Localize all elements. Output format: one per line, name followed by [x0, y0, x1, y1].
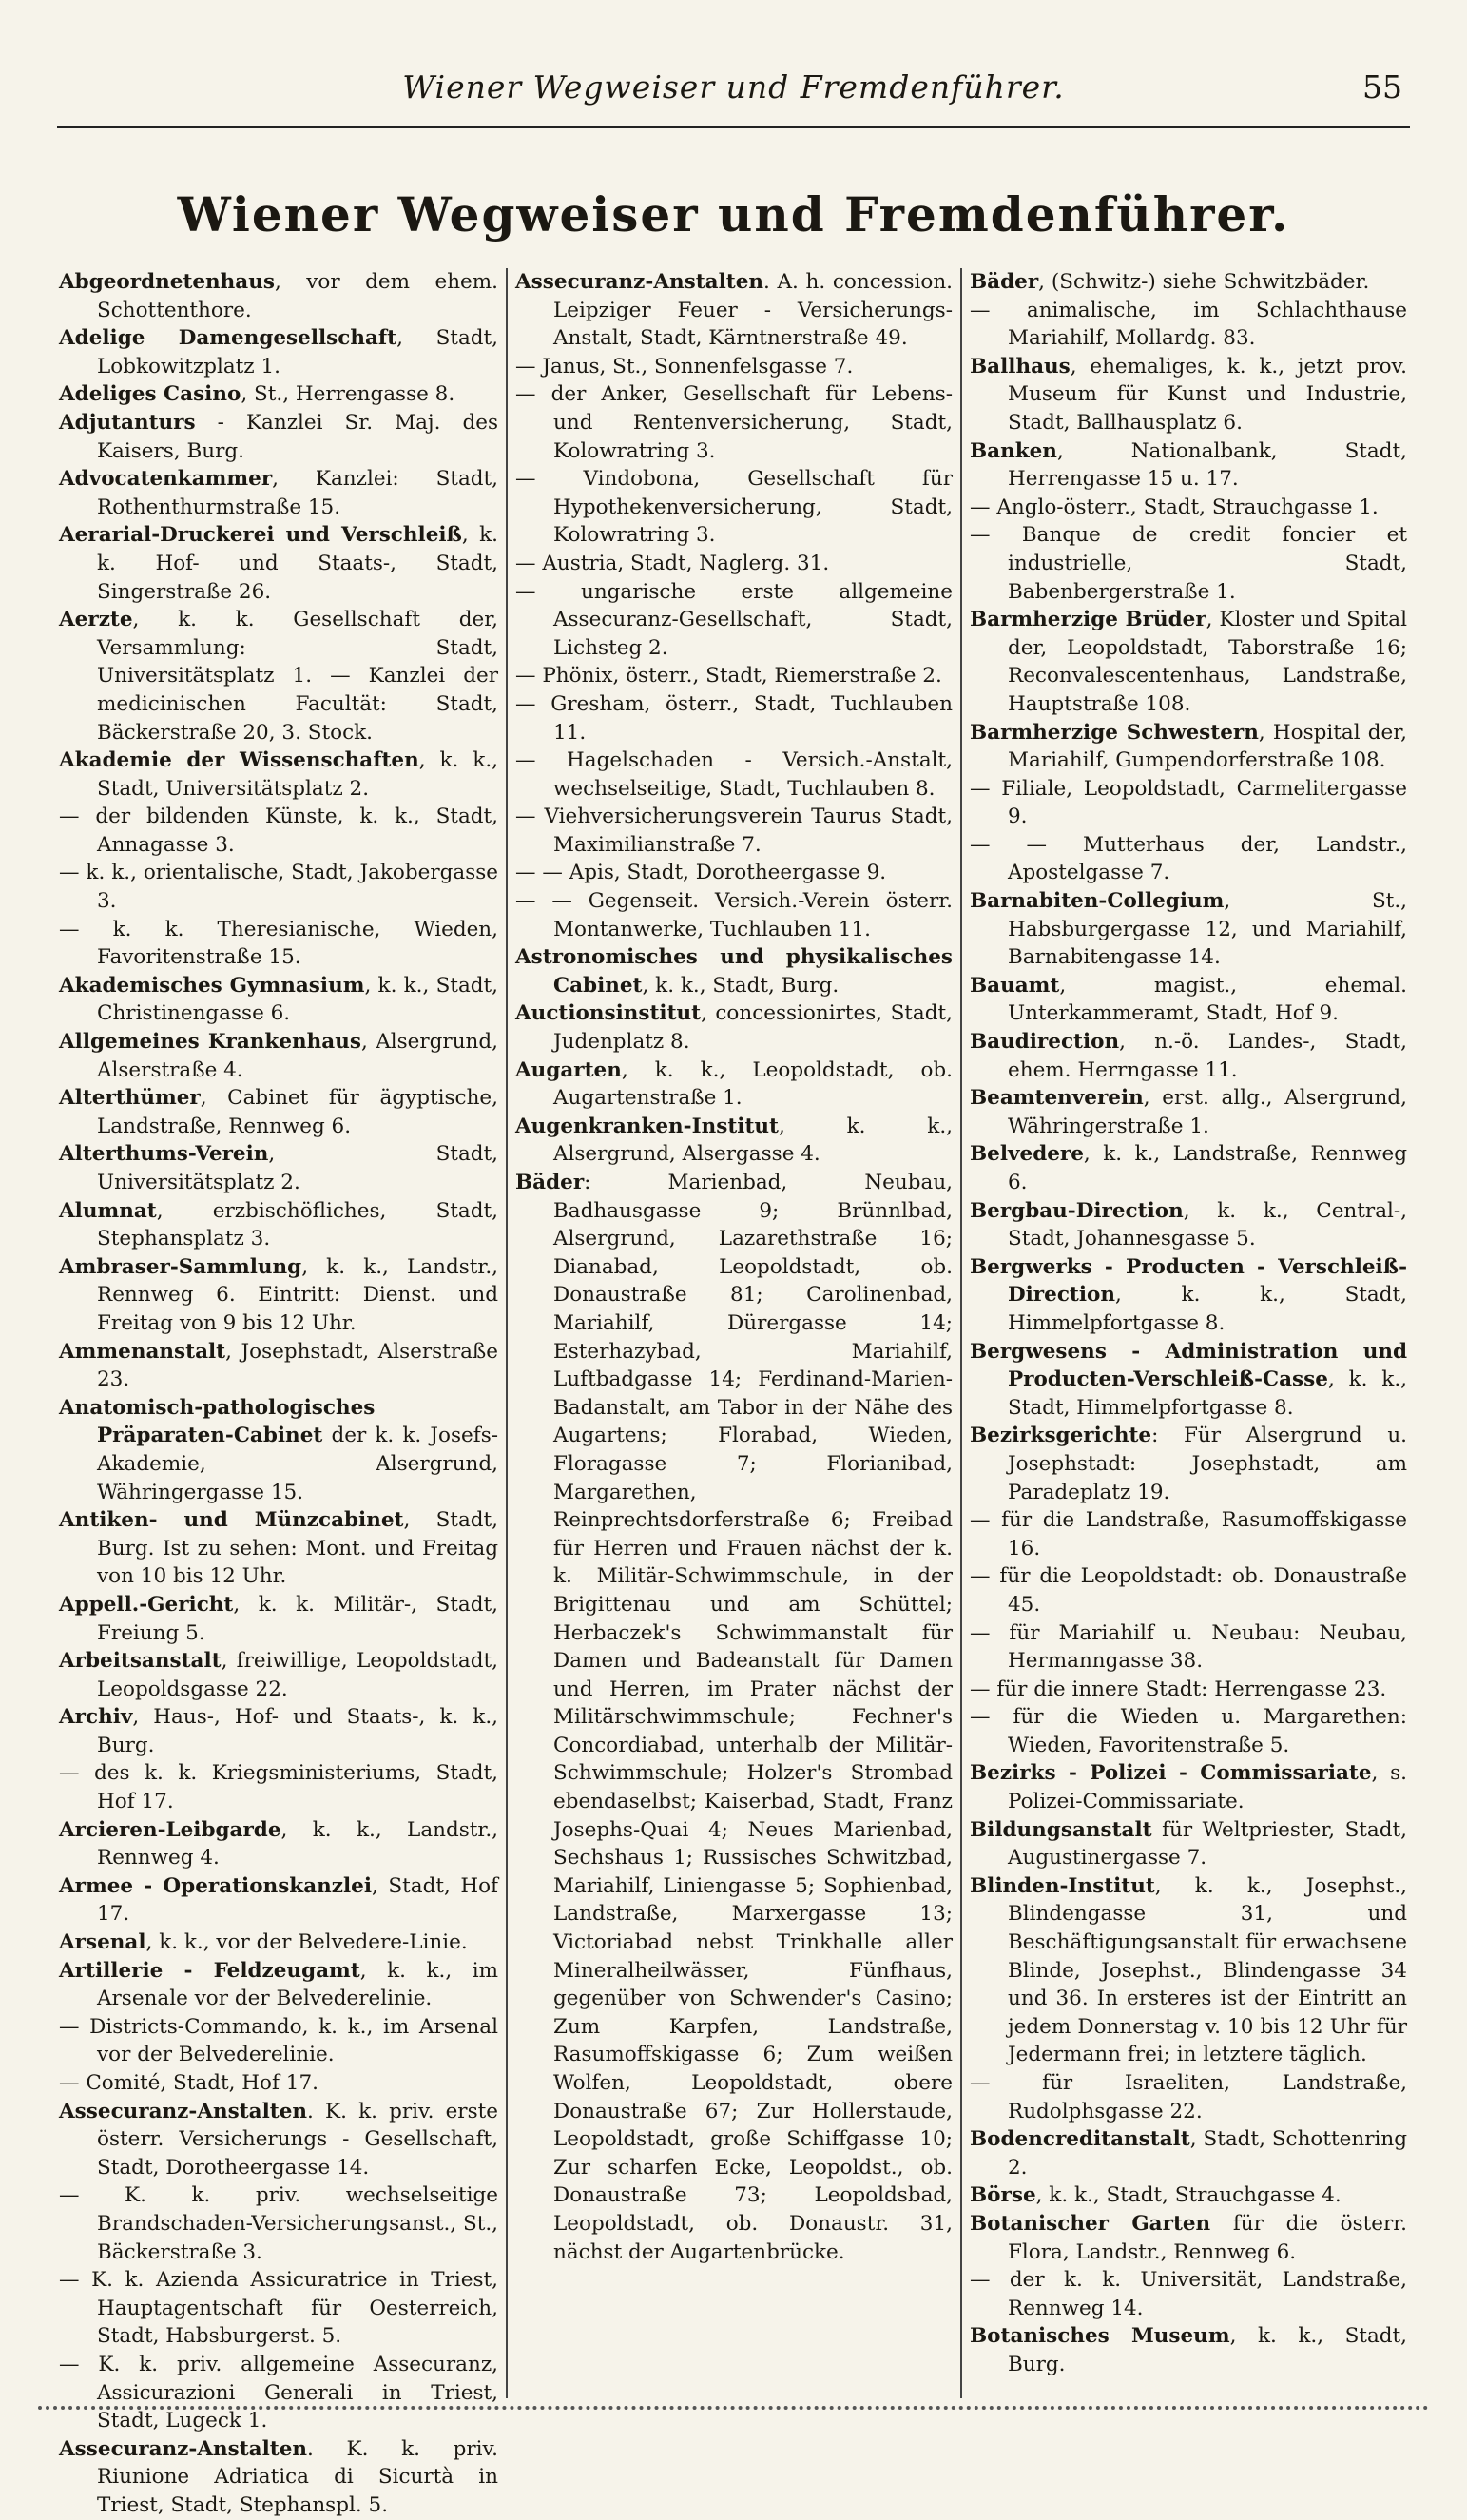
entry-text: : Marienbad, Neubau, Badhausgasse 9; Brünnlbad, Alsergrund, Lazarethstraße 16; Dianabad, Leopoldstadt, ob. Donaustraße 81; Carolinenbad, Mariahilf, Dürergasse 14; Esterhazybad, Mariahilf, Luftbadgasse 14; Ferdinand-Marien-Badanstalt, am Tabor in der Nähe des Augartens; Florabad, Wieden, Floragasse 7; Florianibad, Margarethen, Reinprechtsdorferstraße 6; Freibad für Herren und Frauen nächst der k. k. Militär-Schwimmschule, in der Brigittenau und am Schüttel; Herbaczek's Schwimmanstalt für Damen und Badeanstalt für Damen und Herren, im Prater nächst der Militärschwimmschule; Fechner's Concordiabad, unterhalb der Militär-Schwimmschule; Holzer's Strombad ebendaselbst; Kaiserbad, Stadt, Franz Josephs-Quai 4; Neues Marienbad, Sechshaus 1; Russisches Schwitzbad, Mariahilf, Liniengasse 5; Sophienbad, Landstraße, Marxergasse 13; Victoriabad nebst Trinkhalle aller Mineralheilwässer, Fünfhaus, gegenüber von Schwender's Casino; Zum Karpfen, Landstraße, Rasumoffskigasse 6; Zum weißen Wolfen, Leopoldstadt, obere Donaustraße 67; Zur Hollerstaude, Leopoldstadt, große Schiffgasse 10; Zur scharfen Ecke, Leopoldst., ob. Donaustraße 73; Leopoldsbad, Leopoldstadt, ob. Donaustr. 31, nächst der Augartenbrücke. [553, 1171, 953, 2264]
entry-text: , Stadt, Hof 17. [97, 1873, 498, 1927]
entry-text: — Districts-Commando, k. k., im Arsenal vor der Belvederelinie. [59, 2014, 498, 2067]
directory-entry [59, 380, 498, 409]
entry-text: — k. k. Theresianische, Wieden, Favoritenstraße 15. [59, 917, 498, 970]
entry-heading: Advocatenkammer [59, 467, 273, 492]
entry-text: — für Israeliten, Landstraße, Rudolphsgasse 22. [970, 2071, 1407, 2123]
entry-text: — für die Landstraße, Rasumoffskigasse 16. [970, 1508, 1407, 1560]
entry-text: , concessionirtes, Stadt, Judenplatz 8. [553, 1001, 953, 1055]
entry-text: . A. h. concession. Leipziger Feuer - Versicherungs-Anstalt, Stadt, Kärntnerstraße 49. [553, 270, 953, 351]
directory-entry [59, 1703, 498, 1759]
directory-entry [59, 2069, 498, 2098]
entry-heading: Bäder [515, 1171, 585, 1194]
entry-heading: Antiken- und Münzcabinet [59, 1508, 404, 1533]
entry-text: , k. k., Stadt, Christinengasse 6. [97, 973, 498, 1026]
entry-text: — K. k. priv. wechselseitige Brandschaden-Versicherungsanst., St., Bäckerstraße 3. [59, 2183, 499, 2264]
entry-text: , magist., ehemal. Unterkammeramt, Stadt, Hof 9. [1008, 973, 1407, 1026]
directory-entry [59, 1647, 498, 1703]
entry-text: — der Anker, Gesellschaft für Lebens- und Rentenversicherung, Stadt, Kolowratring 3. [515, 382, 953, 463]
entry-heading: Aerzte [59, 608, 133, 632]
entry-text: , St., Habsburgergasse 12, und Mariahilf, Barnabitengasse 14. [1008, 889, 1407, 970]
directory-entry [515, 380, 953, 465]
directory-entry [59, 1759, 498, 1815]
page-number: 55 [1362, 68, 1402, 106]
directory-entry [970, 268, 1407, 297]
entry-text: , k. k., Leopoldstadt, ob. Augartenstraße 1. [553, 1057, 953, 1111]
entry-heading: Barnabiten-Collegium [970, 889, 1225, 914]
entry-heading: Arsenal [59, 1930, 146, 1955]
directory-entry [515, 550, 953, 578]
entry-heading: Assecuranz-Anstalten [59, 2436, 308, 2461]
entry-text: , Stadt, Lobkowitzplatz 1. [97, 326, 498, 378]
directory-entry [970, 1703, 1407, 1759]
entry-text: , St., Herrengasse 8. [241, 382, 455, 407]
entry-heading: Alterthums-Verein [59, 1142, 269, 1167]
entry-heading: Bergwerks - Producten - Verschleiß-Direction [970, 1254, 1407, 1308]
entry-heading: Bergbau-Direction [970, 1198, 1184, 1223]
entry-heading: Ammenanstalt [59, 1339, 226, 1364]
entry-heading: Barmherzige Schwestern [970, 720, 1259, 745]
entry-text: — — Mutterhaus der, Landstr., Apostelgasse 7. [970, 832, 1407, 885]
entry-text: — ungarische erste allgemeine Assecuranz-Gesellschaft, Stadt, Lichsteg 2. [515, 579, 953, 660]
bottom-rule [38, 2406, 1429, 2410]
directory-entry [970, 1562, 1407, 1619]
entry-text: — für Mariahilf u. Neubau: Neubau, Hermanngasse 38. [970, 1620, 1407, 1674]
entry-heading: Arcieren-Leibgarde [59, 1817, 281, 1842]
directory-entry [970, 2069, 1407, 2125]
directory-entry [515, 662, 953, 690]
directory-entry [59, 2435, 498, 2520]
entry-heading: Augenkranken-Institut [515, 1114, 779, 1138]
entry-heading: Augarten [515, 1057, 622, 1082]
entry-text: , n.-ö. Landes-, Stadt, ehem. Herrngasse 11. [1008, 1030, 1407, 1082]
entry-text: , Kloster und Spital der, Leopoldstadt, Taborstraße 16; Reconvalescentenhaus, Landstraße, Hauptstraße 108. [1008, 608, 1407, 716]
directory-entry [970, 1197, 1407, 1253]
directory-entry [970, 1759, 1407, 1815]
entry-text: — — Gegenseit. Versich.-Verein österr. Montanwerke, Tuchlauben 11. [515, 889, 953, 941]
directory-entry [59, 972, 498, 1028]
column-2 [506, 268, 960, 2398]
entry-heading: Alumnat [59, 1198, 157, 1223]
directory-entry [59, 268, 498, 324]
directory-entry [970, 719, 1407, 775]
entry-text: , k. k., Landstr., Rennweg 6. Eintritt: Dienst. und Freitag von 9 bis 12 Uhr. [97, 1254, 498, 1335]
directory-entry [59, 324, 498, 380]
entry-text: , k. k. Hof- und Staats-, Stadt, Singerstraße 26. [97, 523, 498, 604]
entry-heading: Beamtenverein [970, 1086, 1144, 1111]
directory-entry [59, 916, 498, 972]
entry-heading: Botanisches Museum [970, 2324, 1230, 2349]
entry-heading: Bauamt [970, 973, 1060, 998]
entry-text: — des k. k. Kriegsministeriums, Stadt, Hof 17. [59, 1761, 498, 1814]
directory-entry [970, 606, 1407, 718]
entry-heading: Akademie der Wissenschaften [59, 748, 419, 773]
entry-text: — k. k., orientalische, Stadt, Jakobergasse 3. [59, 861, 498, 914]
entry-text: — Vindobona, Gesellschaft für Hypothekenversicherung, Stadt, Kolowratring 3. [515, 467, 953, 548]
directory-entry [515, 1113, 953, 1169]
entry-heading: Bezirks - Polizei - Commissariate [970, 1761, 1372, 1786]
entry-text: , Haus-, Hof- und Staats-, k. k., Burg. [97, 1705, 498, 1757]
entry-text: , Stadt, Burg. Ist zu sehen: Mont. und Freitag von 10 bis 12 Uhr. [97, 1508, 498, 1589]
directory-entry [970, 831, 1407, 887]
running-head [57, 68, 1410, 128]
directory-entry [515, 578, 953, 663]
entry-heading: Arbeitsanstalt [59, 1649, 222, 1674]
directory-entry [59, 1872, 498, 1929]
directory-entry [59, 606, 498, 746]
directory-entry [59, 803, 498, 859]
entry-text: , vor dem ehem. Schottenthore. [97, 270, 498, 322]
directory-entry [970, 1872, 1407, 2069]
directory-entry [515, 268, 953, 353]
directory-entry [59, 2181, 498, 2266]
entry-text: , (Schwitz-) siehe Schwitzbäder. [1038, 270, 1370, 294]
entry-heading: Baudirection [970, 1030, 1120, 1055]
directory-entry [59, 1929, 498, 1957]
entry-text: — für die Leopoldstadt: ob. Donaustraße 45. [970, 1564, 1407, 1617]
entry-heading: Archiv [59, 1705, 133, 1730]
entry-heading: Ballhaus [970, 354, 1071, 378]
entry-text: — K. k. priv. allgemeine Assecuranz, Assicurazioni Generali in Triest, Stadt, Lugeck 1. [59, 2352, 498, 2433]
directory-entry [970, 297, 1407, 353]
directory-columns [51, 268, 1417, 2517]
directory-entry [970, 2266, 1407, 2322]
entry-heading: Adeliges Casino [59, 382, 241, 407]
entry-heading: Assecuranz-Anstalten [515, 270, 764, 294]
directory-entry [59, 1338, 498, 1394]
directory-entry [970, 1816, 1407, 1872]
entry-text: , k. k., Stadt, Himmelpfortgasse 8. [1008, 1283, 1407, 1335]
directory-entry [970, 2181, 1407, 2210]
directory-entry [59, 746, 498, 803]
entry-text: — für die Wieden u. Margarethen: Wieden, Favoritenstraße 5. [970, 1705, 1407, 1757]
entry-text: , erst. allg., Alsergrund, Währingerstraße 1. [1008, 1086, 1407, 1138]
entry-text: für die österr. Flora, Landstr., Rennweg 6. [1008, 2211, 1407, 2264]
entry-text: — Anglo-österr., Stadt, Strauchgasse 1. [970, 494, 1379, 519]
entry-text: — Banque de credit foncier et industrielle, Stadt, Babenbergerstraße 1. [970, 523, 1407, 604]
entry-text: , Nationalbank, Stadt, Herrengasse 15 u. 17. [1008, 438, 1407, 492]
directory-entry [59, 2351, 498, 2435]
entry-heading: Bäder [970, 270, 1039, 294]
directory-entry [59, 1140, 498, 1196]
entry-text: — Austria, Stadt, Naglerg. 31. [515, 551, 830, 575]
directory-entry [970, 1506, 1407, 1562]
directory-entry [59, 1957, 498, 2013]
entry-heading: Assecuranz-Anstalten [59, 2099, 308, 2123]
entry-text: , k. k., Josephst., Blindengasse 31, und Beschäftigungsanstalt für erwachsene Blinde, Josephst., Blindengasse 34 und 36. In ersteres ist der Eintritt an jedem Donnerstag v. 10 bis 12 Uhr für Jedermann frei; in letztere täglich. [1008, 1873, 1407, 2067]
entry-heading: Börse [970, 2183, 1036, 2208]
entry-text: , erzbischöfliches, Stadt, Stephansplatz 3. [97, 1198, 498, 1251]
directory-entry [515, 1056, 953, 1113]
entry-heading: Artillerie - Feldzeugamt [59, 1958, 360, 1983]
directory-entry [59, 2013, 498, 2069]
directory-entry [970, 1619, 1407, 1676]
entry-text: , Stadt, Universitätsplatz 2. [97, 1142, 498, 1194]
directory-entry [515, 943, 953, 999]
entry-heading: Blinden-Institut [970, 1873, 1155, 1898]
directory-entry [970, 353, 1407, 437]
entry-text: der k. k. Josefs-Akademie, Alsergrund, Währingergasse 15. [97, 1424, 498, 1504]
column-3 [960, 268, 1415, 2398]
entry-text: , Stadt, Schottenring 2. [1008, 2127, 1407, 2180]
entry-heading: Appell.-Gericht [59, 1592, 234, 1617]
directory-entry [59, 1084, 498, 1140]
entry-text: — der bildenden Künste, k. k., Stadt, Annagasse 3. [59, 804, 498, 857]
entry-text: , Cabinet für ägyptische, Landstraße, Rennweg 6. [97, 1086, 498, 1138]
entry-text: für Weltpriester, Stadt, Augustinergasse 7. [1008, 1817, 1407, 1871]
directory-entry [59, 1591, 498, 1647]
directory-entry [970, 1422, 1407, 1506]
entry-text: — Viehversicherungsverein Taurus Stadt, Maximilianstraße 7. [515, 804, 953, 857]
entry-text: , Kanzlei: Stadt, Rothenthurmstraße 15. [97, 467, 498, 519]
entry-heading: Bergwesens - Administration und Producten-Verschleiß-Casse [970, 1339, 1407, 1392]
entry-text: - Kanzlei Sr. Maj. des Kaisers, Burg. [97, 410, 498, 463]
entry-heading: Belvedere [970, 1142, 1084, 1167]
entry-heading: Bildungsanstalt [970, 1817, 1152, 1842]
directory-entry [970, 1028, 1407, 1084]
entry-heading: Adelige Damengesellschaft [59, 326, 397, 351]
directory-entry [970, 1084, 1407, 1140]
directory-entry [970, 2322, 1407, 2378]
directory-entry [970, 494, 1407, 522]
directory-entry [59, 409, 498, 465]
column-1 [51, 268, 506, 2517]
entry-heading: Alterthümer [59, 1086, 201, 1111]
directory-entry [515, 353, 953, 381]
directory-entry [970, 2125, 1407, 2181]
directory-entry [970, 775, 1407, 831]
directory-entry [970, 1253, 1407, 1338]
entry-text: , Alsergrund, Alserstraße 4. [97, 1030, 498, 1082]
directory-entry [59, 465, 498, 521]
directory-entry [59, 521, 498, 606]
entry-text: , ehemaliges, k. k., jetzt prov. Museum für Kunst und Industrie, Stadt, Ballhausplatz 6. [1008, 354, 1407, 435]
entry-heading: Armee - Operationskanzlei [59, 1873, 372, 1898]
entry-text: — Filiale, Leopoldstadt, Carmelitergasse 9. [970, 776, 1407, 829]
entry-heading: Bezirksgerichte [970, 1424, 1152, 1448]
entry-heading: Barmherzige Brüder [970, 608, 1206, 632]
entry-text: , k. k., im Arsenale vor der Belvederelinie. [97, 1958, 498, 2011]
entry-heading: Banken [970, 438, 1057, 463]
entry-text: — Gresham, österr., Stadt, Tuchlauben 11. [515, 691, 953, 745]
entry-text: — der k. k. Universität, Landstraße, Rennweg 14. [970, 2268, 1407, 2320]
entry-heading: Bodencreditanstalt [970, 2127, 1190, 2152]
entry-text: , k. k., Stadt, Universitätsplatz 2. [97, 748, 498, 801]
directory-entry [59, 1506, 498, 1591]
entry-text: , freiwillige, Leopoldstadt, Leopoldsgasse 22. [97, 1649, 498, 1701]
entry-text: — — Apis, Stadt, Dorotheergasse 9. [515, 861, 887, 885]
directory-entry [59, 2266, 498, 2351]
entry-text: — Phönix, österr., Stadt, Riemerstraße 2. [515, 664, 942, 688]
entry-heading: Auctionsinstitut [515, 1001, 702, 1026]
directory-entry [970, 887, 1407, 972]
directory-entry [515, 1169, 953, 2266]
directory-entry [59, 1816, 498, 1872]
entry-text: , k. k., Stadt, Himmelpfortgasse 8. [1008, 1367, 1407, 1420]
entry-text: , k. k., Landstraße, Rennweg 6. [1008, 1142, 1407, 1194]
directory-entry [515, 465, 953, 550]
entry-text: , Josephstadt, Alserstraße 23. [97, 1339, 498, 1392]
entry-text: , k. k., Stadt, Burg. [642, 973, 840, 998]
directory-entry [515, 859, 953, 887]
running-head-title: Wiener Wegweiser und Fremdenführer. [402, 68, 1065, 106]
entry-text: , k. k. Gesellschaft der, Versammlung: Stadt, Universitätsplatz 1. — Kanzlei der medicinischen Facultät: Stadt, Bäckerstraße 20, 3. Stock. [97, 608, 498, 745]
entry-heading: Anatomisch-pathologisches Präparaten-Cabinet [59, 1395, 376, 1448]
entry-text: , Hospital der, Mariahilf, Gumpendorferstraße 108. [1008, 720, 1407, 773]
entry-text: , k. k., Alsergrund, Alsergasse 4. [553, 1114, 953, 1167]
directory-entry [515, 690, 953, 746]
directory-entry [59, 2098, 498, 2182]
directory-entry [515, 887, 953, 943]
entry-text: — für die innere Stadt: Herrengasse 23. [970, 1677, 1387, 1701]
directory-entry [59, 1394, 498, 1506]
entry-text: , s. Polizei-Commissariate. [1008, 1761, 1407, 1814]
entry-text: — K. k. Azienda Assicuratrice in Triest, Hauptagentschaft für Oesterreich, Stadt, Habsburgerst. 5. [59, 2268, 498, 2349]
page-title: Wiener Wegweiser und Fremdenführer. [177, 186, 1290, 242]
entry-heading: Ambraser-Sammlung [59, 1254, 302, 1279]
entry-heading: Allgemeines Krankenhaus [59, 1030, 361, 1055]
directory-entry [59, 1197, 498, 1253]
directory-entry [59, 859, 498, 915]
entry-heading: Botanischer Garten [970, 2211, 1211, 2236]
entry-text: , k. k., Central-, Stadt, Johannesgasse 5. [1008, 1198, 1407, 1251]
directory-entry [59, 1028, 498, 1084]
directory-entry [970, 972, 1407, 1028]
entry-text: , k. k., vor der Belvedere-Linie. [145, 1930, 468, 1955]
entry-text: , k. k. Militär-, Stadt, Freiung 5. [97, 1592, 498, 1645]
directory-entry [970, 2210, 1407, 2266]
entry-text: , k. k., Stadt, Strauchgasse 4. [1035, 2183, 1342, 2208]
directory-entry [970, 437, 1407, 494]
entry-text: — Janus, St., Sonnenfelsgasse 7. [515, 354, 854, 378]
entry-heading: Abgeordnetenhaus [59, 270, 275, 294]
directory-entry [59, 1253, 498, 1338]
entry-heading: Aerarial-Druckerei und Verschleiß [59, 523, 462, 548]
entry-text: , k. k., Landstr., Rennweg 4. [97, 1817, 498, 1871]
entry-heading: Adjutanturs [59, 410, 196, 435]
entry-text: . K. k. priv. erste österr. Versicherungs - Gesellschaft, Stadt, Dorotheergasse 14. [97, 2099, 498, 2180]
entry-text: — Comité, Stadt, Hof 17. [59, 2071, 318, 2095]
entry-heading: Akademisches Gymnasium [59, 973, 365, 998]
entry-text: : Für Alsergrund u. Josephstadt: Josephstadt, am Paradeplatz 19. [1008, 1424, 1407, 1504]
entry-text: . K. k. priv. Riunione Adriatica di Sicurtà in Triest, Stadt, Stephanspl. 5. [97, 2436, 498, 2517]
entry-text: — animalische, im Schlachthause Mariahilf, Mollardg. 83. [970, 298, 1407, 351]
directory-entry [515, 803, 953, 859]
entry-text: — Hagelschaden - Versich.-Anstalt, wechselseitige, Stadt, Tuchlauben 8. [515, 748, 953, 801]
directory-entry [970, 1338, 1407, 1423]
directory-entry [970, 1140, 1407, 1196]
directory-entry [970, 1676, 1407, 1704]
directory-entry [515, 746, 953, 803]
directory-entry [970, 521, 1407, 606]
entry-text: , k. k., Stadt, Burg. [1008, 2324, 1407, 2376]
directory-entry [515, 999, 953, 1056]
entry-heading: Astronomisches und physikalisches Cabinet [515, 945, 953, 998]
